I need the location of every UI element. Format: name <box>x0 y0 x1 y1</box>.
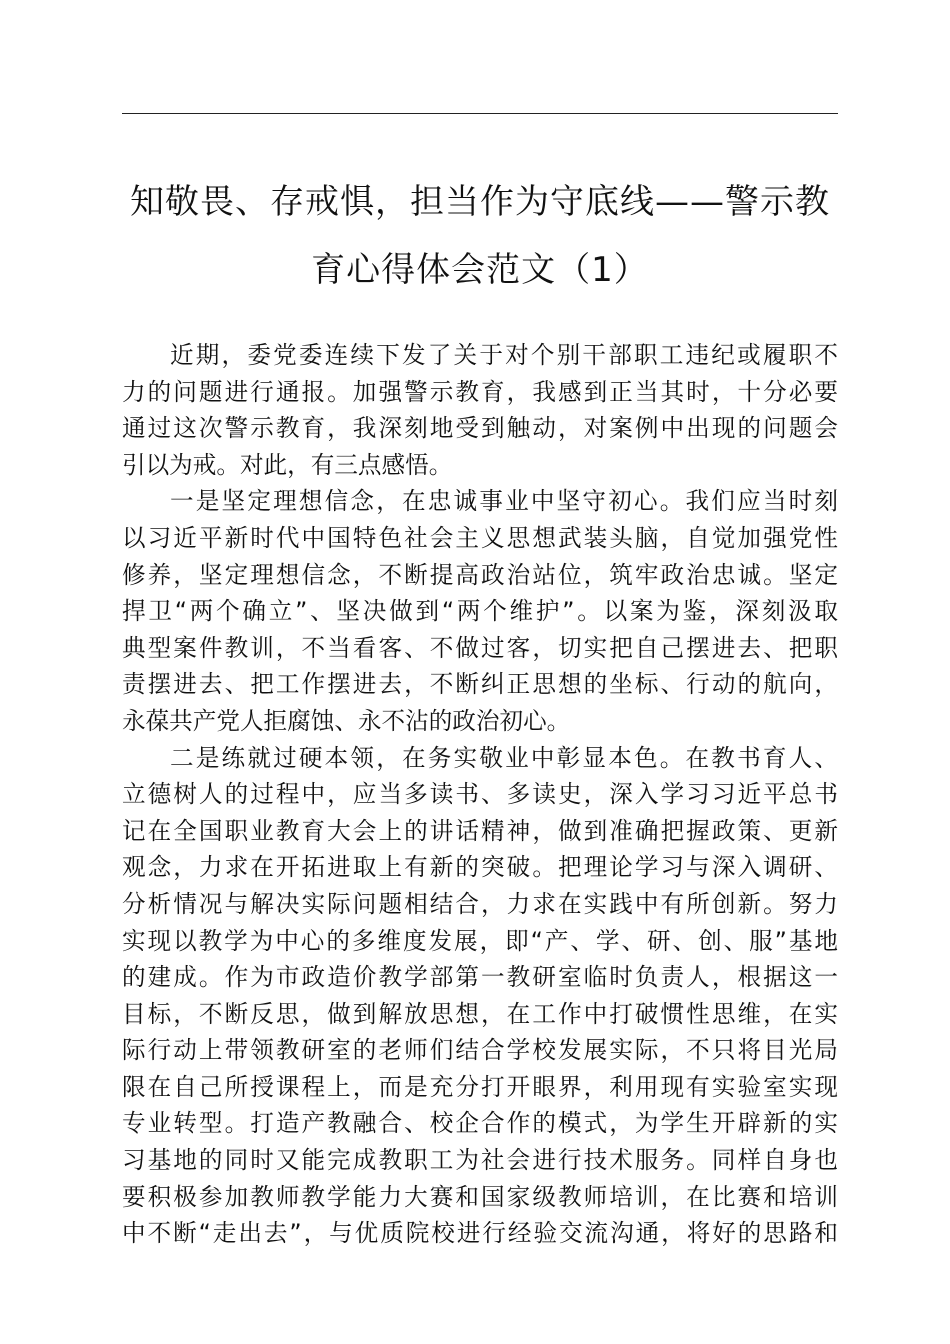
text-line: 专业转型。打造产教融合、校企合作的模式，为学生开辟新的实 <box>122 1109 838 1138</box>
header-rule <box>122 113 838 114</box>
text-line: 捍卫“两个确立”、坚决做到“两个维护”。以案为鉴，深刻汲取 <box>122 597 838 626</box>
title-line: 育心得体会范文（1） <box>311 250 649 290</box>
text-line: 的建成。作为市政造价教学部第一教研室临时负责人，根据这一 <box>122 963 838 992</box>
text-line: 分析情况与解决实际问题相结合，力求在实践中有所创新。努力 <box>122 889 838 918</box>
text-line: 责摆进去、把工作摆进去，不断纠正思想的坐标、行动的航向， <box>122 670 838 699</box>
text-line: 近期，委党委连续下发了关于对个别干部职工违纪或履职不 <box>170 341 838 369</box>
text-line: 目标，不断反思，做到解放思想，在工作中打破惯性思维，在实 <box>122 999 838 1028</box>
text-line: 通过这次警示教育，我深刻地受到触动，对案例中出现的问题会 <box>122 414 838 443</box>
text-line: 典型案件教训，不当看客、不做过客，切实把自己摆进去、把职 <box>122 633 838 662</box>
text-line: 要积极参加教师教学能力大赛和国家级教师培训，在比赛和培训 <box>122 1182 838 1211</box>
text-line: 力的问题进行通报。加强警示教育，我感到正当其时，十分必要 <box>122 377 838 406</box>
text-line: 际行动上带领教研室的老师们结合学校发展实际，不只将目光局 <box>122 1036 838 1065</box>
text-line: 引以为戒。对此，有三点感悟。 <box>122 450 453 479</box>
text-line: 一是坚定理想信念，在忠诚事业中坚守初心。我们应当时刻 <box>170 487 838 516</box>
text-line: 二是练就过硬本领，在务实敬业中彰显本色。在教书育人、 <box>170 743 838 772</box>
text-line: 习基地的同时又能完成教职工为社会进行技术服务。同样自身也 <box>122 1146 838 1175</box>
title-line: 知敬畏、存戒惧，担当作为守底线——警示教 <box>130 182 830 222</box>
text-line: 永葆共产党人拒腐蚀、永不沾的政治初心。 <box>122 706 571 735</box>
paragraph-3 <box>122 740 838 1252</box>
text-line: 记在全国职业教育大会上的讲话精神，做到准确把握政策、更新 <box>122 816 838 845</box>
text-line: 观念，力求在开拓进取上有新的突破。把理论学习与深入调研、 <box>122 853 838 882</box>
text-line: 以习近平新时代中国特色社会主义思想武装头脑，自觉加强党性 <box>122 523 838 552</box>
document-body <box>122 337 838 1252</box>
document-title <box>122 168 838 304</box>
paragraph-2 <box>122 483 838 739</box>
text-line: 立德树人的过程中，应当多读书、多读史，深入学习习近平总书 <box>122 780 838 809</box>
text-line: 实现以教学为中心的多维度发展，即“产、学、研、创、服”基地 <box>122 926 838 955</box>
text-line: 中不断“走出去”，与优质院校进行经验交流沟通，将好的思路和 <box>122 1219 838 1248</box>
paragraph-1 <box>122 337 838 483</box>
text-line: 修养，坚定理想信念，不断提高政治站位，筑牢政治忠诚。坚定 <box>122 560 838 589</box>
text-line: 限在自己所授课程上，而是充分打开眼界，利用现有实验室实现 <box>122 1072 838 1101</box>
